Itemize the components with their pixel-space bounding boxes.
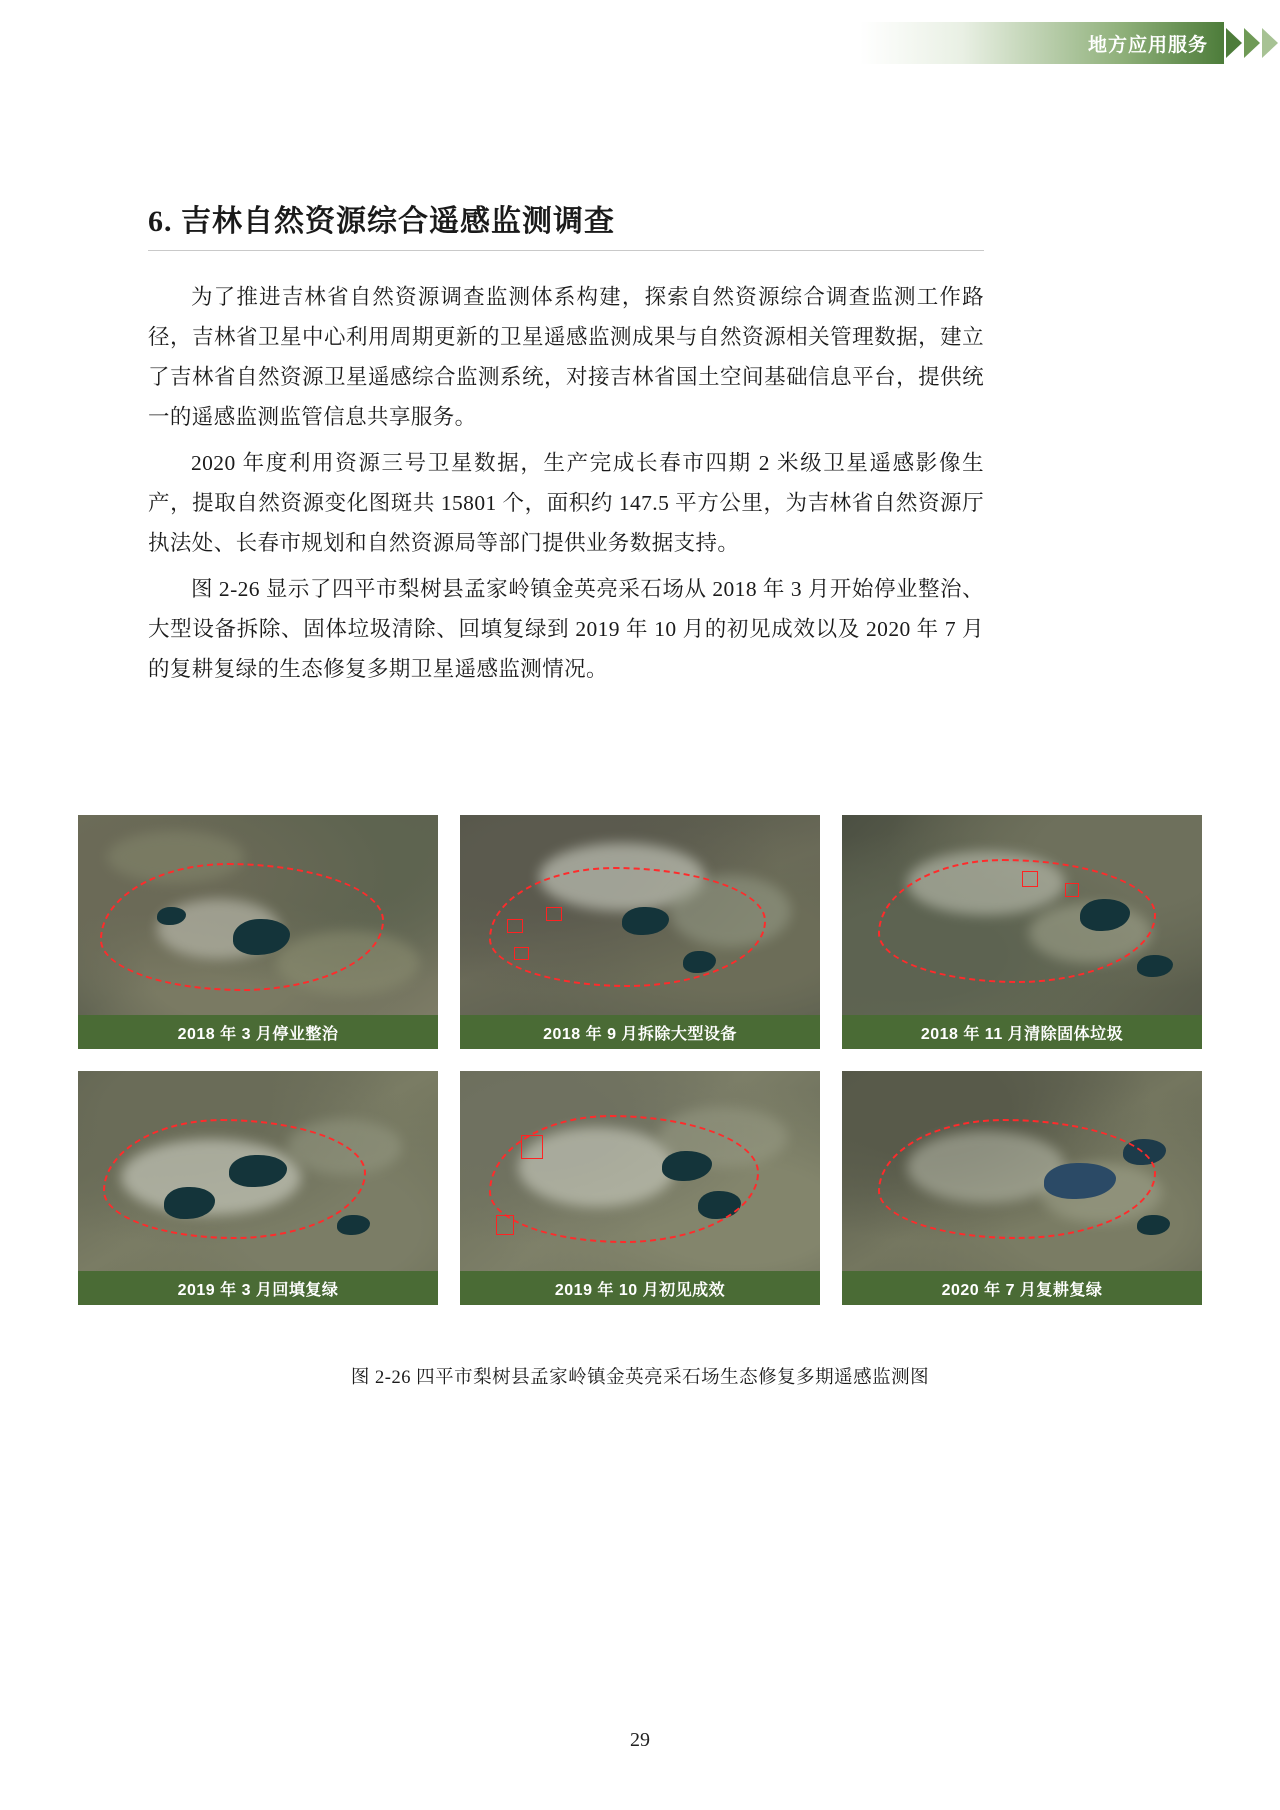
satellite-image bbox=[842, 815, 1202, 1015]
figure-tile bbox=[460, 1071, 820, 1305]
article-content bbox=[148, 196, 984, 695]
figure-tile bbox=[460, 815, 820, 1049]
tile-caption: 2018 年 3 月停业整治 bbox=[78, 1015, 438, 1049]
tile-caption: 2018 年 11 月清除固体垃圾 bbox=[842, 1015, 1202, 1049]
paragraph-1: 为了推进吉林省自然资源调查监测体系构建，探索自然资源综合调查监测工作路径，吉林省卫星中心利用周期更新的卫星遥感监测成果与自然资源相关管理数据，建立了吉林省自然资源卫星遥感综合监测系统，对接吉林省国土空间基础信息平台，提供统一的遥感监测监管信息共享服务。 bbox=[148, 285, 984, 429]
image-grid bbox=[8, 815, 1272, 1305]
paragraph-3: 图 2-26 显示了四平市梨树县孟家岭镇金英亮采石场从 2018 年 3 月开始停业整治、大型设备拆除、固体垃圾清除、回填复绿到 2019 年 10 月的初见成效以及 2020 年 7 月的复耕复绿的生态修复多期卫星遥感监测情况。 bbox=[148, 577, 984, 681]
page-number: 29 bbox=[630, 1729, 650, 1751]
satellite-image bbox=[460, 815, 820, 1015]
figure-tile bbox=[78, 815, 438, 1049]
figure-tile bbox=[842, 815, 1202, 1049]
satellite-image bbox=[78, 815, 438, 1015]
double-chevron-right-icon bbox=[1224, 22, 1280, 64]
tile-caption: 2019 年 3 月回填复绿 bbox=[78, 1271, 438, 1305]
page-title: 6. 吉林自然资源综合遥感监测调查 bbox=[148, 205, 615, 238]
satellite-image bbox=[460, 1071, 820, 1271]
satellite-image bbox=[78, 1071, 438, 1271]
header-band bbox=[860, 22, 1224, 64]
figure-caption: 图 2-26 四平市梨树县孟家岭镇金英亮采石场生态修复多期遥感监测图 bbox=[350, 1368, 930, 1388]
satellite-image bbox=[842, 1071, 1202, 1271]
tile-caption: 2018 年 9 月拆除大型设备 bbox=[460, 1015, 820, 1049]
paragraph-2: 2020 年度利用资源三号卫星数据，生产完成长春市四期 2 米级卫星遥感影像生产，提取自然资源变化图斑共 15801 个，面积约 147.5 平方公里，为吉林省自然资源厅执法处、长春市规划和自然资源局等部门提供业务数据支持。 bbox=[148, 451, 984, 555]
title-divider bbox=[148, 250, 984, 251]
figure-2-26 bbox=[8, 815, 1272, 1389]
figure-tile bbox=[78, 1071, 438, 1305]
tile-caption: 2020 年 7 月复耕复绿 bbox=[842, 1271, 1202, 1305]
header-title: 地方应用服务 bbox=[1087, 34, 1208, 56]
tile-caption: 2019 年 10 月初见成效 bbox=[460, 1271, 820, 1305]
page-header bbox=[860, 22, 1280, 64]
figure-tile bbox=[842, 1071, 1202, 1305]
